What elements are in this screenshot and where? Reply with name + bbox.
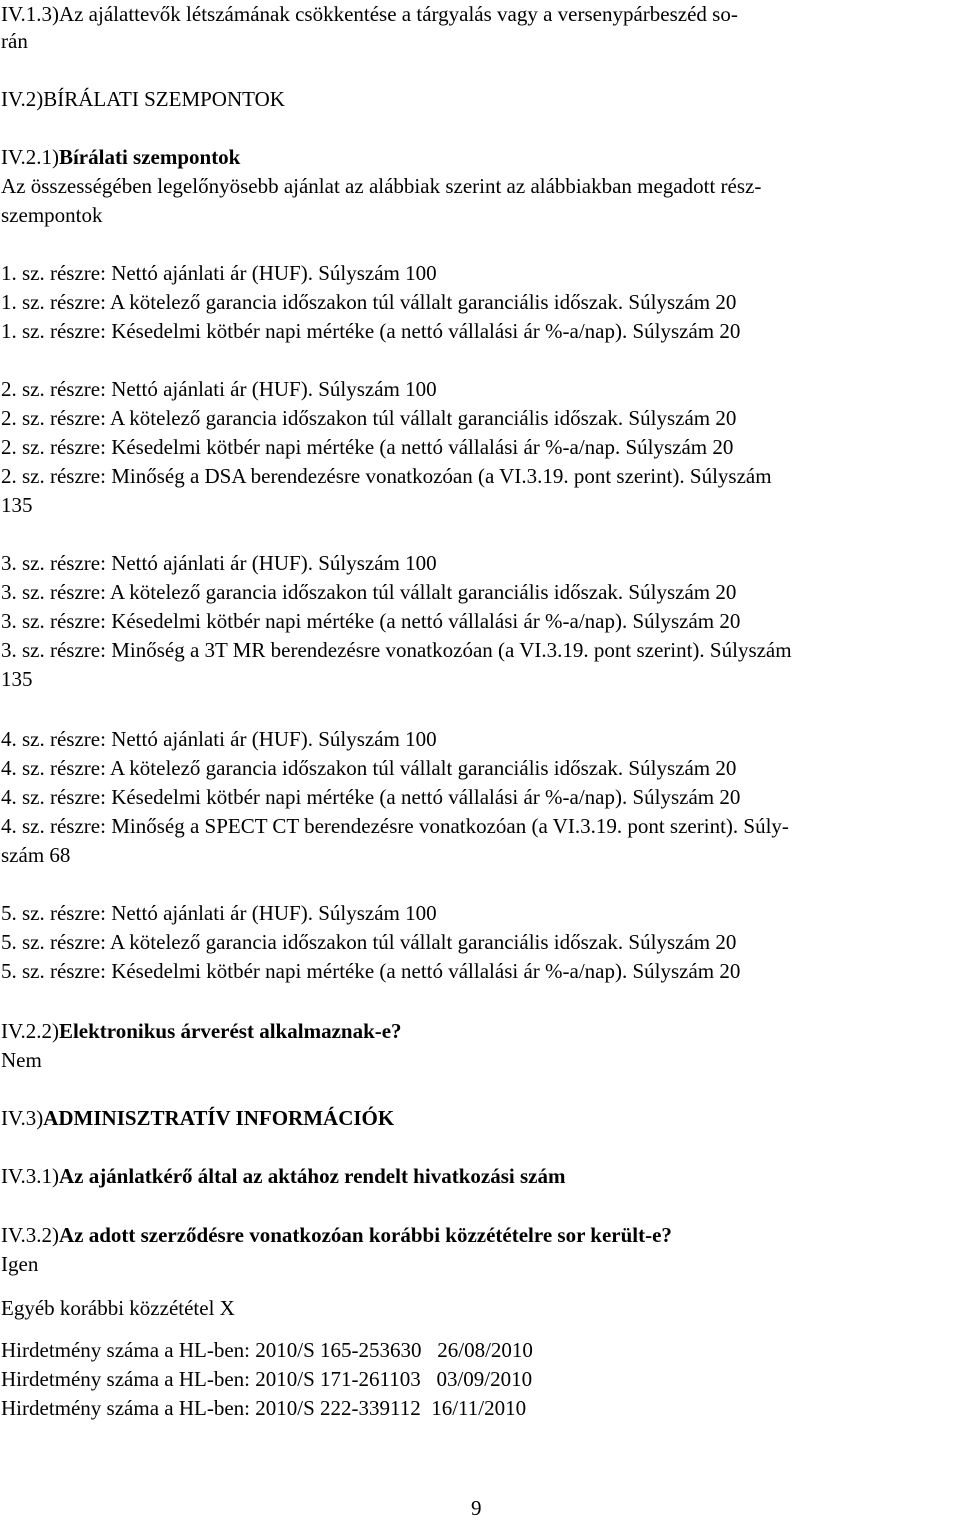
criterion-line: 1. sz. részre: Nettó ajánlati ár (HUF). Súlyszám 100 xyxy=(1,261,437,285)
criteria-intro-continued: szempontok xyxy=(1,203,103,227)
page-number: 9 xyxy=(471,1496,482,1520)
answer-text: Nem xyxy=(1,1048,42,1072)
section-heading: IV.3)ADMINISZTRATÍV INFORMÁCIÓK xyxy=(1,1106,395,1130)
criterion-line: 2. sz. részre: Késedelmi kötbér napi mértéke (a nettó vállalási ár %-a/nap. Súlyszám 20 xyxy=(1,435,734,459)
criterion-line: szám 68 xyxy=(1,843,71,867)
criterion-line: 5. sz. részre: Késedelmi kötbér napi mértéke (a nettó vállalási ár %-a/nap). Súlyszám 20 xyxy=(1,959,741,983)
answer-text: Igen xyxy=(1,1252,39,1276)
criterion-line: 2. sz. részre: Minőség a DSA berendezésre vonatkozóan (a VI.3.19. pont szerint). Súlyszám xyxy=(1,464,772,488)
criterion-line: 1. sz. részre: Késedelmi kötbér napi mértéke (a nettó vállalási ár %-a/nap). Súlyszám 20 xyxy=(1,319,741,343)
subsection-heading: IV.3.2)Az adott szerződésre vonatkozóan korábbi közzétételre sor került-e? xyxy=(1,1223,672,1247)
other-publication: Egyéb korábbi közzététel X xyxy=(1,1296,235,1320)
criterion-line: 135 xyxy=(1,667,33,691)
section-heading: IV.1.3)Az ajálattevők létszámának csökkentése a tárgyalás vagy a versenypárbeszéd so- xyxy=(1,2,738,26)
criterion-line: 3. sz. részre: Nettó ajánlati ár (HUF). Súlyszám 100 xyxy=(1,551,437,575)
criterion-line: 2. sz. részre: A kötelező garancia időszakon túl vállalt garanciális időszak. Súlyszám 20 xyxy=(1,406,737,430)
criterion-line: 2. sz. részre: Nettó ajánlati ár (HUF). Súlyszám 100 xyxy=(1,377,437,401)
subsection-heading: IV.2.2)Elektronikus árverést alkalmaznak-e? xyxy=(1,1019,402,1043)
subsection-heading: IV.3.1)Az ajánlatkérő által az aktához rendelt hivatkozási szám xyxy=(1,1164,566,1188)
criterion-line: 5. sz. részre: Nettó ajánlati ár (HUF). Súlyszám 100 xyxy=(1,901,437,925)
criterion-line: 3. sz. részre: A kötelező garancia időszakon túl vállalt garanciális időszak. Súlyszám 20 xyxy=(1,580,737,604)
criterion-line: 3. sz. részre: Késedelmi kötbér napi mértéke (a nettó vállalási ár %-a/nap). Súlyszám 20 xyxy=(1,609,741,633)
section-heading-continued: rán xyxy=(1,29,28,53)
notice-line: Hirdetmény száma a HL-ben: 2010/S 165-253630 26/08/2010 xyxy=(1,1338,533,1362)
criteria-intro: Az összességében legelőnyösebb ajánlat az alábbiak szerint az alábbiakban megadott rész- xyxy=(1,174,762,198)
notice-line: Hirdetmény száma a HL-ben: 2010/S 171-261103 03/09/2010 xyxy=(1,1367,533,1391)
criterion-line: 4. sz. részre: Nettó ajánlati ár (HUF). Súlyszám 100 xyxy=(1,727,437,751)
criterion-line: 4. sz. részre: Minőség a SPECT CT berendezésre vonatkozóan (a VI.3.19. pont szerint). Súly- xyxy=(1,814,789,838)
criterion-line: 3. sz. részre: Minőség a 3T MR berendezésre vonatkozóan (a VI.3.19. pont szerint). Súlyszám xyxy=(1,638,792,662)
criterion-line: 4. sz. részre: Késedelmi kötbér napi mértéke (a nettó vállalási ár %-a/nap). Súlyszám 20 xyxy=(1,785,741,809)
criterion-line: 4. sz. részre: A kötelező garancia időszakon túl vállalt garanciális időszak. Súlyszám 20 xyxy=(1,756,737,780)
notice-line: Hirdetmény száma a HL-ben: 2010/S 222-339112 16/11/2010 xyxy=(1,1396,527,1420)
section-heading: IV.2)BÍRÁLATI SZEMPONTOK xyxy=(1,87,285,111)
subsection-heading: IV.2.1)Bírálati szempontok xyxy=(1,145,241,169)
criterion-line: 135 xyxy=(1,493,33,517)
criterion-line: 1. sz. részre: A kötelező garancia időszakon túl vállalt garanciális időszak. Súlyszám 20 xyxy=(1,290,737,314)
criterion-line: 5. sz. részre: A kötelező garancia időszakon túl vállalt garanciális időszak. Súlyszám 20 xyxy=(1,930,737,954)
